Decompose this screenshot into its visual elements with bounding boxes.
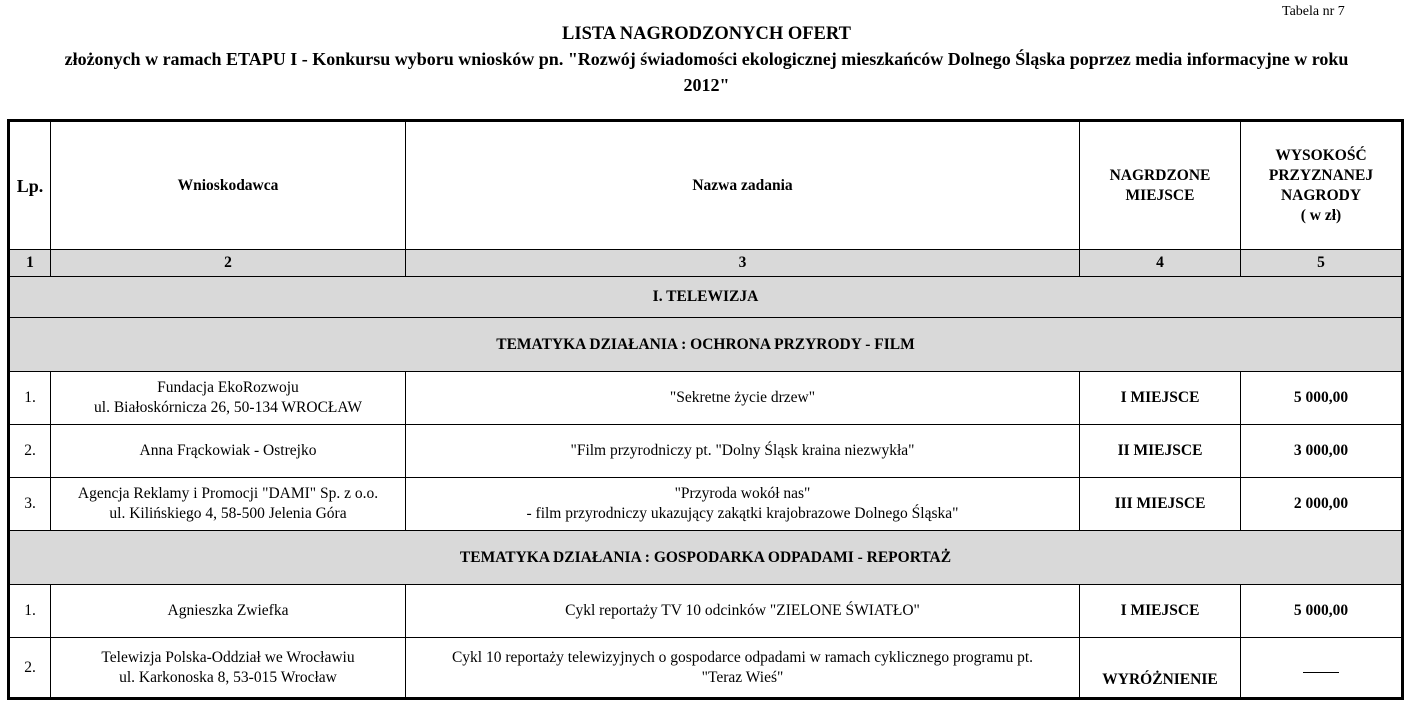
header-applicant: Wnioskodawca — [51, 121, 406, 250]
cell-lp: 3. — [9, 478, 51, 531]
task-description: - film przyrodniczy ukazujący zakątki krajobrazowe Dolnego Śląska" — [526, 505, 959, 522]
applicant-name: Anna Frąckowiak - Ostrejko — [139, 442, 317, 459]
cell-place: WYRÓŻNIENIE — [1080, 638, 1241, 699]
theme-row — [9, 531, 1403, 585]
cell-amount: 5 000,00 — [1241, 372, 1403, 425]
table-row — [9, 638, 1403, 699]
table-row — [9, 585, 1403, 638]
cell-place: I MIEJSCE — [1080, 585, 1241, 638]
cell-lp: 1. — [9, 585, 51, 638]
column-number: 2 — [51, 250, 406, 277]
cell-amount — [1241, 638, 1403, 699]
document-subtitle: złożonych w ramach ETAPU I - Konkursu wyboru wniosków pn. "Rozwój świadomości ekologicznej mieszkańców Dolnego Śląska poprzez media informacyjne w roku 2012" — [64, 49, 1349, 95]
cell-lp: 2. — [9, 425, 51, 478]
cell-applicant — [51, 478, 406, 531]
cell-task — [406, 478, 1080, 531]
theme-label: TEMATYKA DZIAŁANIA : GOSPODARKA ODPADAMI - REPORTAŻ — [9, 531, 1403, 585]
cell-task — [406, 425, 1080, 478]
header-amount-line4: ( w zł) — [1300, 206, 1342, 224]
task-name: "Film przyrodniczy pt. "Dolny Śląsk kraina niezwykła" — [570, 442, 915, 459]
header-lp: Lp. — [9, 121, 51, 250]
cell-amount: 2 000,00 — [1241, 478, 1403, 531]
cell-lp: 1. — [9, 372, 51, 425]
cell-task — [406, 638, 1080, 699]
task-description: "Teraz Wieś" — [701, 668, 784, 686]
table-number-label: Tabela nr 7 — [1282, 4, 1345, 19]
header-place — [1080, 121, 1241, 250]
table-row — [9, 372, 1403, 425]
applicant-name: Fundacja EkoRozwoju — [157, 379, 299, 396]
cell-task — [406, 585, 1080, 638]
cell-place: I MIEJSCE — [1080, 372, 1241, 425]
column-number: 1 — [9, 250, 51, 277]
task-name: "Przyroda wokół nas" — [674, 485, 811, 502]
task-name: Cykl reportaży TV 10 odcinków "ZIELONE ŚWIATŁO" — [565, 602, 920, 619]
header-task: Nazwa zadania — [406, 121, 1080, 250]
section-row — [9, 277, 1403, 318]
applicant-name: Agnieszka Zwiefka — [167, 602, 289, 619]
cell-lp: 2. — [9, 638, 51, 699]
cell-applicant — [51, 638, 406, 699]
column-number: 5 — [1241, 250, 1403, 277]
task-name: Cykl 10 reportaży telewizyjnych o gospodarce odpadami w ramach cyklicznego programu pt. — [451, 648, 1034, 666]
document-title: LISTA NAGRODZONYCH OFERT — [562, 24, 851, 44]
theme-label: TEMATYKA DZIAŁANIA : OCHRONA PRZYRODY - FILM — [9, 318, 1403, 372]
cell-amount: 3 000,00 — [1241, 425, 1403, 478]
header-row — [9, 121, 1403, 250]
section-title: I. TELEWIZJA — [9, 277, 1403, 318]
table-row — [9, 478, 1403, 531]
column-number: 4 — [1080, 250, 1241, 277]
applicant-address: ul. Białoskórnicza 26, 50-134 WROCŁAW — [94, 399, 362, 416]
cell-applicant — [51, 585, 406, 638]
cell-place: II MIEJSCE — [1080, 425, 1241, 478]
applicant-name: Agencja Reklamy i Promocji "DAMI" Sp. z o.o. — [77, 485, 379, 502]
cell-applicant — [51, 425, 406, 478]
header-amount-line2: PRZYZNANEJ — [1268, 166, 1374, 184]
theme-row — [9, 318, 1403, 372]
column-number: 3 — [406, 250, 1080, 277]
header-amount — [1241, 121, 1403, 250]
header-amount-line3: NAGRODY — [1280, 186, 1362, 204]
header-place-line2: MIEJSCE — [1125, 186, 1195, 204]
awards-table — [7, 119, 1404, 700]
applicant-address: ul. Kilińskiego 4, 58-500 Jelenia Góra — [109, 505, 347, 522]
cell-amount: 5 000,00 — [1241, 585, 1403, 638]
header-amount-line1: WYSOKOŚĆ — [1275, 146, 1367, 164]
empty-amount-dash — [1303, 672, 1339, 673]
header-place-line1: NAGRDZONE — [1109, 166, 1211, 184]
task-name: "Sekretne życie drzew" — [669, 389, 816, 406]
cell-task — [406, 372, 1080, 425]
applicant-address: ul. Karkonoska 8, 53-015 Wrocław — [119, 668, 337, 686]
applicant-name: Telewizja Polska-Oddział we Wrocławiu — [101, 648, 355, 666]
table-row — [9, 425, 1403, 478]
cell-applicant — [51, 372, 406, 425]
cell-place: III MIEJSCE — [1080, 478, 1241, 531]
column-number-row — [9, 250, 1403, 277]
